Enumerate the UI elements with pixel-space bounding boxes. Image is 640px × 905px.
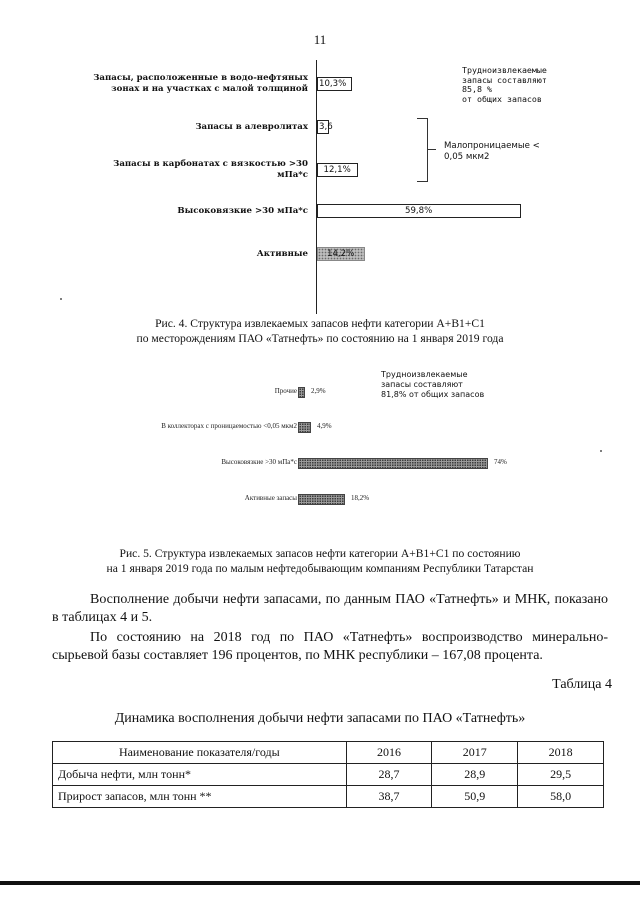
chart1-note-low-permeability: [444, 141, 540, 163]
chart1-axis: [316, 60, 317, 314]
chart1-value-label: 59,8%: [405, 206, 433, 216]
chart1-brace-tick: [427, 149, 436, 150]
chart2-category-label: Прочие: [274, 387, 297, 395]
note-line: 85,8 %: [462, 84, 492, 94]
chart2-bar: [298, 422, 311, 433]
table-header-cell: 2017: [432, 742, 518, 764]
chart2-value-label: 74%: [494, 458, 507, 466]
chart2-value-label: 2,9%: [311, 387, 326, 395]
table-header-cell: 2018: [518, 742, 604, 764]
table-row: [53, 764, 604, 786]
chart1-value-label: 12,1%: [323, 165, 351, 175]
note-line: запасы составляют: [462, 74, 547, 85]
table-cell: 58,0: [518, 786, 604, 808]
table-label: Таблица 4: [552, 677, 612, 692]
chart1-category-label-line: Активные: [256, 248, 308, 259]
caption-line: по месторождениям ПАО «Татнефть» по состоянию на 1 января 2019 года: [136, 332, 504, 345]
chart2-value-label: 4,9%: [317, 422, 332, 430]
table-cell: Добыча нефти, млн тонн*: [53, 764, 347, 786]
chart1-category-label-line: зонах и на участках с малой толщиной: [111, 84, 308, 94]
chart2-bar: [298, 458, 488, 469]
chart2-category-label: Высоковязкие >30 мПа*с: [221, 458, 297, 466]
scan-speck: [600, 450, 602, 452]
chart1-value-label: 3,6: [319, 122, 333, 132]
note-line: Трудноизвлекаемые: [381, 370, 468, 379]
table-reserves-replacement: [52, 741, 604, 808]
scan-bottom-edge: [0, 881, 640, 885]
chart1-category-label-line: Запасы в карбонатах с вязкостью >30: [113, 159, 308, 169]
figure5-caption: [0, 546, 640, 576]
chart1-category-label-line: Запасы в алевролитах: [195, 121, 308, 132]
note-line: Малопроницаемые <: [444, 141, 540, 151]
note-line: 0,05 мкм2: [444, 152, 490, 162]
note-line: запасы составляют: [381, 380, 463, 389]
table-row: [53, 786, 604, 808]
chart1-category-label: [257, 249, 308, 260]
chart1-value-label: 14,2%: [327, 249, 355, 259]
page-number: 11: [313, 32, 327, 47]
figure4-caption: [0, 316, 640, 346]
caption-line: Рис. 4. Структура извлекаемых запасов нефти категории А+В1+С1: [155, 317, 485, 330]
table-header-cell: 2016: [346, 742, 432, 764]
chart2-bar: [298, 387, 305, 398]
chart1-category-label: [177, 206, 308, 217]
paragraph-1: Восполнение добычи нефти запасами, по данным ПАО «Татнефть» и МНК, показано в таблицах 4 и 5.: [52, 592, 608, 625]
chart1-brace: [417, 118, 428, 182]
chart2-note-hard-to-recover: [381, 370, 484, 400]
chart2-category-label: Активные запасы: [244, 494, 297, 502]
table-title: Динамика восполнения добычи нефти запасами по ПАО «Татнефть»: [114, 711, 526, 726]
chart1-category-label: [195, 122, 308, 133]
table-cell: 28,9: [432, 764, 518, 786]
note-line: Трудноизвлекаемые: [462, 65, 547, 75]
table-header-row: [53, 742, 604, 764]
chart2-category-label: В коллекторах с проницаемостью <0,05 мкм2: [161, 422, 297, 430]
caption-line: на 1 января 2019 года по малым нефтедобывающим компаниям Республики Татарстан: [106, 562, 534, 575]
table-cell: 29,5: [518, 764, 604, 786]
chart1-category-label-line: Высоковязкие >30 мПа*с: [177, 205, 308, 216]
chart1-category-label: [93, 73, 308, 95]
table-cell: 50,9: [432, 786, 518, 808]
table-header-cell: Наименование показателя/годы: [53, 742, 347, 764]
scan-speck: [60, 298, 62, 300]
chart1-note-hard-to-recover: [462, 66, 547, 104]
chart1-category-label-line: Запасы, расположенные в водо-нефтяных: [93, 73, 308, 83]
note-line: 81,8% от общих запасов: [381, 390, 485, 399]
caption-line: Рис. 5. Структура извлекаемых запасов нефти категории А+В1+С1 по состоянию: [119, 547, 521, 560]
table-cell: 28,7: [346, 764, 432, 786]
table-cell: 38,7: [346, 786, 432, 808]
chart1-value-label: 10,3%: [319, 79, 347, 89]
paragraph-2: По состоянию на 2018 год по ПАО «Татнефть» воспроизводство минерально-сырьевой базы составляет 196 процентов, по МНК республики – 167,08 процента.: [52, 630, 608, 663]
chart2-value-label: 18,2%: [351, 494, 370, 502]
table-cell: Прирост запасов, млн тонн **: [53, 786, 347, 808]
chart1-category-label-line: мПа*с: [277, 170, 308, 180]
note-line: от общих запасов: [462, 93, 542, 104]
chart2-bar: [298, 494, 345, 505]
chart1-category-label: [113, 159, 308, 181]
